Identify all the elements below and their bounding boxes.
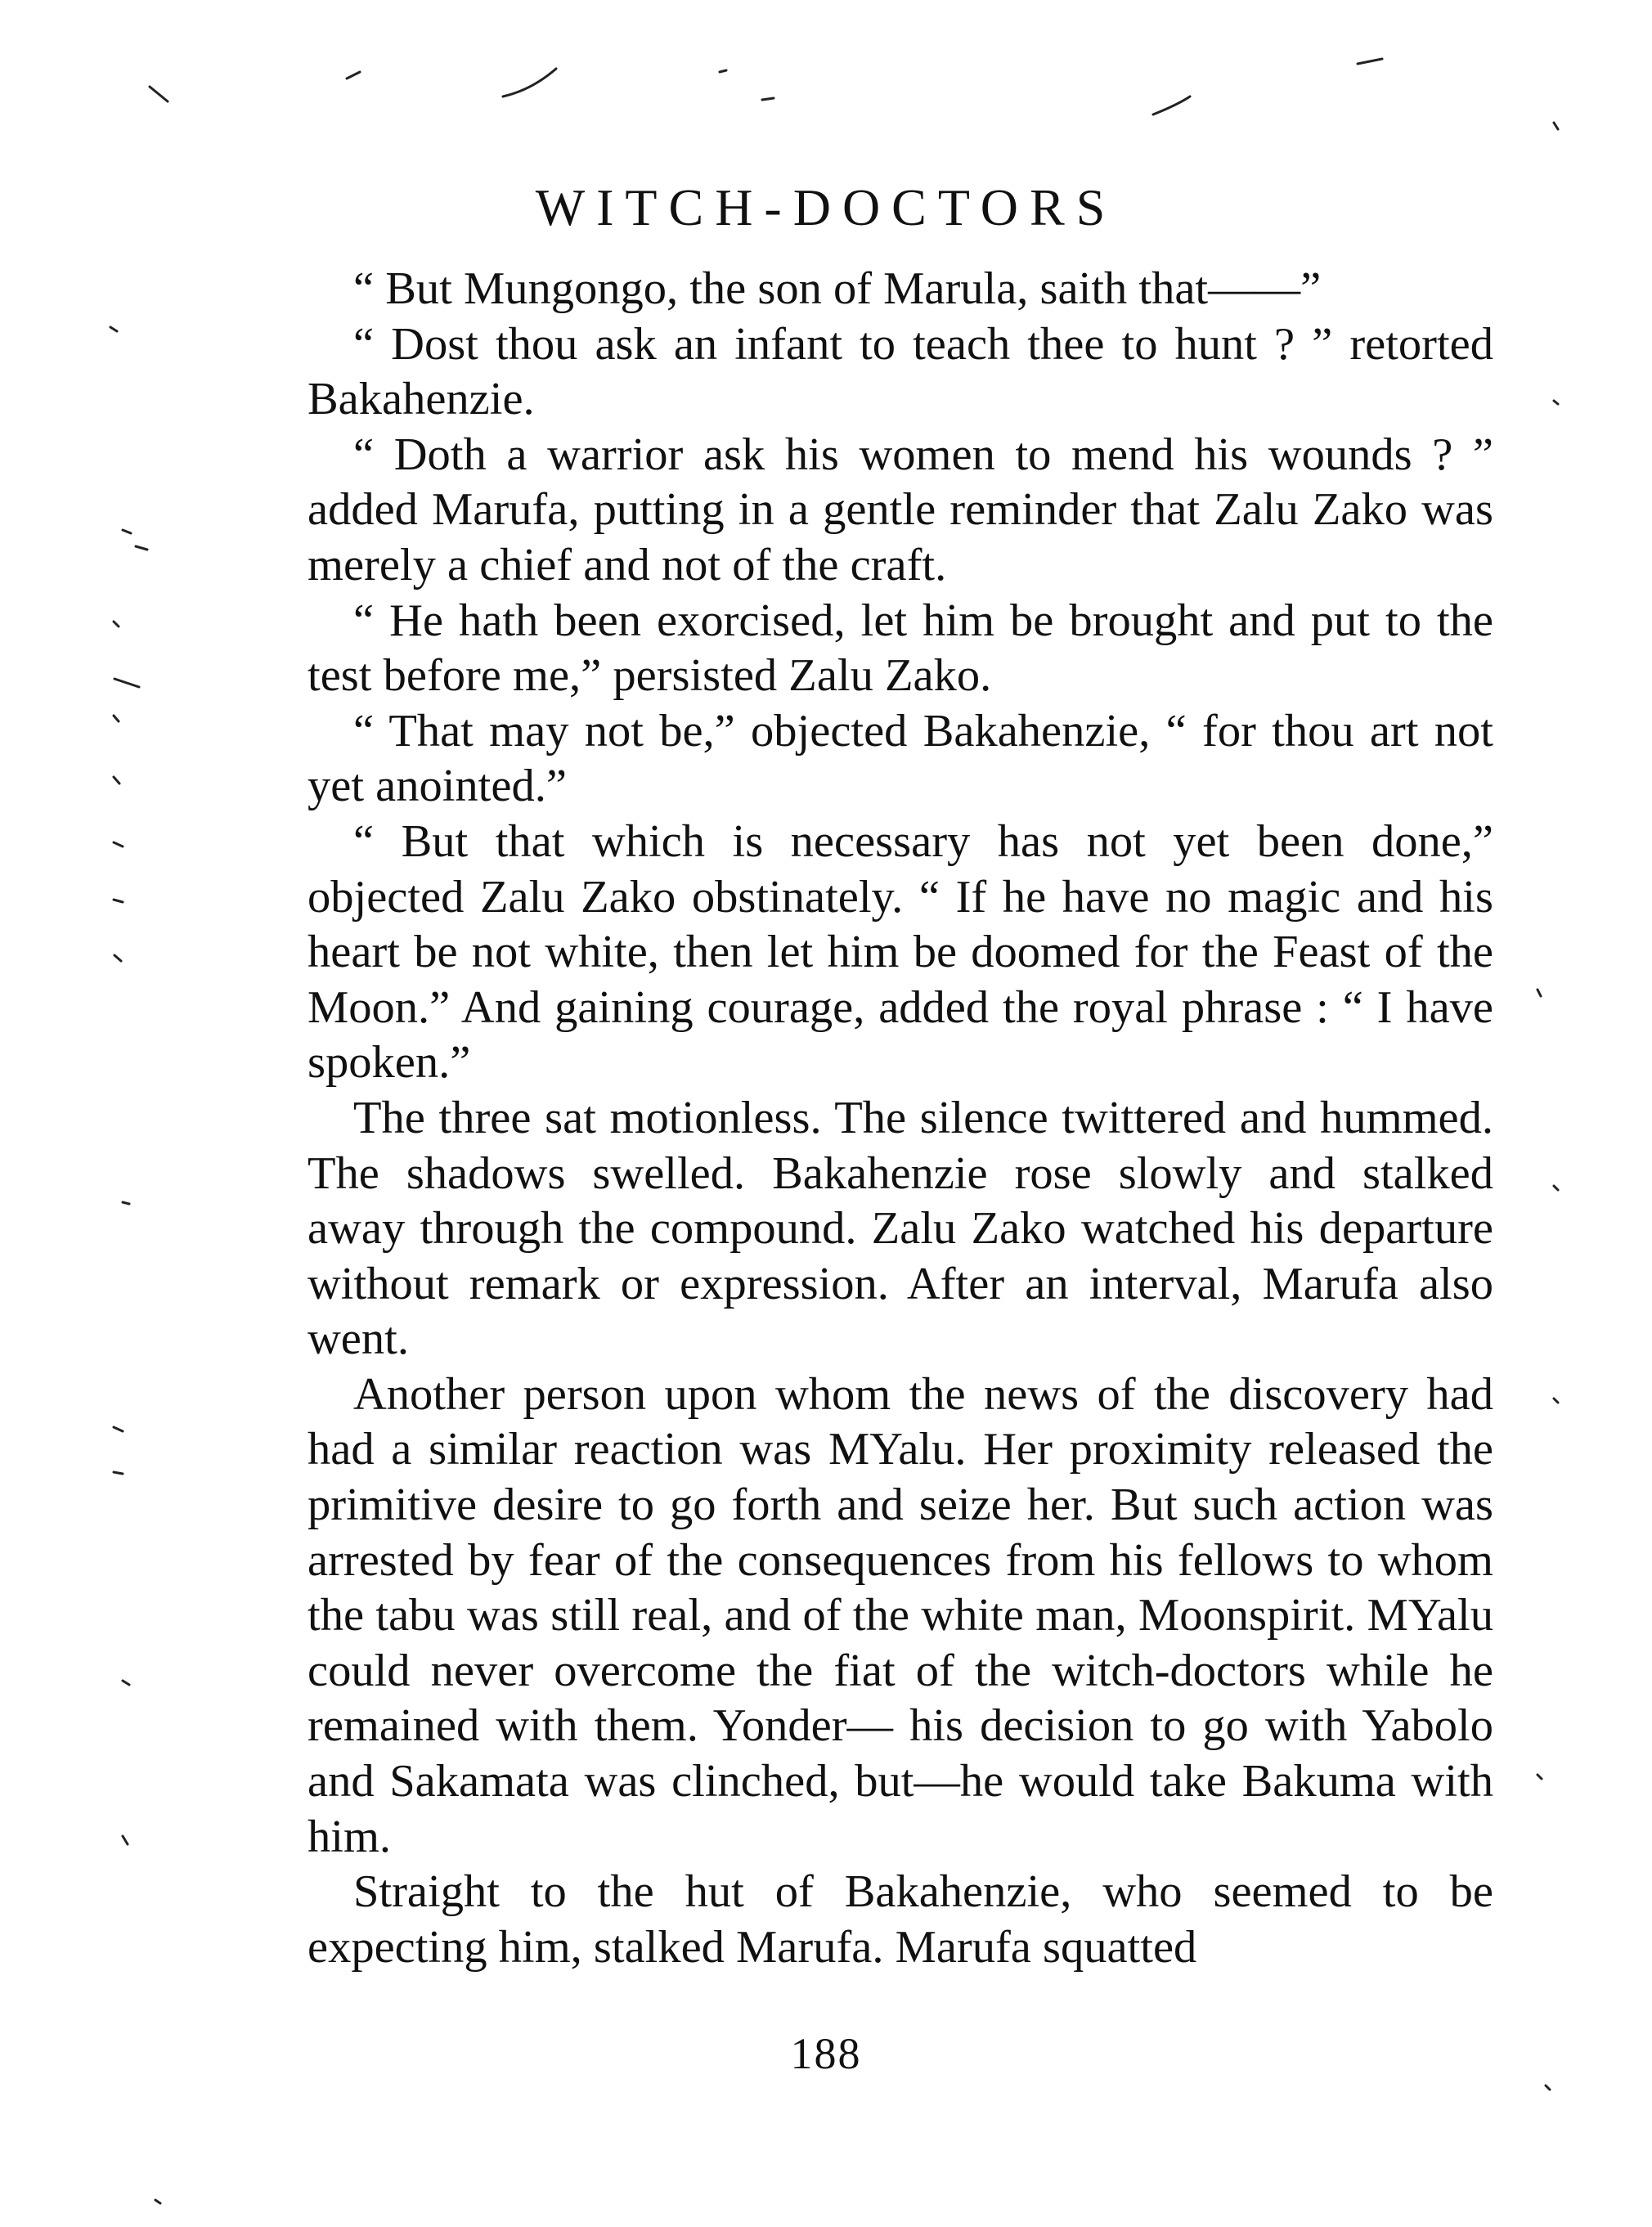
paragraph: “ Doth a warrior ask his women to mend his wounds ? ” added Marufa, putting in a gentle reminder that Zalu Zako was merely a chief and not of the craft.: [308, 429, 1493, 590]
paragraph: “ He hath been exorcised, let him be brought and put to the test before me,” persisted Zalu Zako.: [308, 595, 1493, 702]
paragraph: “ But that which is necessary has not yet been done,” objected Zalu Zako obstinately. “ If he have no magic and his heart be not white, then let him be doomed for the Feast of the Moon.” And gaining courage, added the royal phrase : “ I have spoken.”: [308, 815, 1493, 1089]
paragraph: The three sat motionless. The silence twittered and hummed. The shadows swelled. Bakahenzie rose slowly and stalked away through the compound. Zalu Zako watched his departure without remark or expression. After an interval, Marufa also went.: [308, 1092, 1493, 1365]
paragraph: “ Dost thou ask an infant to teach thee to hunt ? ” retorted Bakahenzie.: [308, 318, 1493, 425]
paragraph: “ That may not be,” objected Bakahenzie, “ for thou art not yet anointed.”: [308, 705, 1493, 812]
running-head: WITCH-DOCTORS: [535, 178, 1117, 236]
paragraph: Straight to the hut of Bakahenzie, who seemed to be expecting him, stalked Marufa. Marufa squatted: [308, 1866, 1493, 1973]
paragraph: “ But Mungongo, the son of Marula, saith that——”: [353, 263, 1322, 314]
paragraph: Another person upon whom the news of the discovery had had a similar reaction was MYalu. Her proximity released the primitive desire to go forth and seize her. But such action was arrested by fear of the consequences from his fellows to whom the tabu was still real, and of the white man, Moonspirit. MYalu could never overcome the fiat of the witch-doctors while he remained with them. Yonder— his decision to go with Yabolo and Sakamata was clinched, but—he would take Bakuma with him.: [308, 1368, 1493, 1862]
body-text: [308, 262, 1493, 1975]
page-number: 188: [790, 2029, 862, 2078]
